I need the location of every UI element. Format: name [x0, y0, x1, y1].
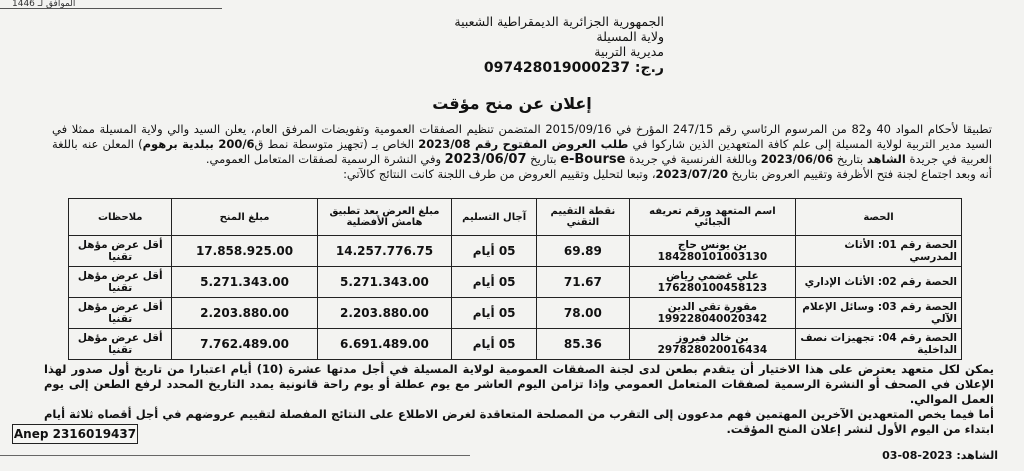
- anep-reference-box: Anep 2316019437: [12, 424, 138, 444]
- reference-number: [374, 61, 664, 76]
- cell-amount-pref: 14.257.776.75: [317, 236, 452, 267]
- cell-lot: الحصة رقم 03: وسائل الإعلام الآلي: [795, 298, 961, 329]
- header-directorate: مديرية التربية: [594, 44, 664, 59]
- intro-text-7: وفي النشرة الرسمية لصفقات المتعامل العمومي.: [205, 152, 441, 166]
- notice-title: إعلان عن منح مؤقت: [432, 94, 592, 113]
- header-republic: الجمهورية الجزائرية الديمقراطية الشعبية: [454, 14, 664, 29]
- divider: [0, 455, 470, 456]
- cell-delay: 05 أيام: [452, 298, 537, 329]
- table-row: [69, 298, 962, 329]
- intro-text-8: أنه وبعد اجتماع لجنة فتح الأظرفة وتقييم العروض بتاريخ: [731, 167, 992, 181]
- bidder-name: بن يونس حاج: [677, 239, 747, 251]
- intro-text-9: ، وتبعا لتحليل وتقييم العروض من طرف اللجنة كانت النتائج كالآتي:: [343, 167, 656, 181]
- intro-tender-number: طلب العروض المفتوح رقم 2023/08: [418, 137, 629, 151]
- closing-paragraphs: [44, 362, 994, 437]
- bidder-name: مقورة تقي الدين: [667, 301, 758, 313]
- intro-date-ar: 2023/06/06: [760, 152, 834, 166]
- cell-score: 78.00: [536, 298, 629, 329]
- bidder-nif: 176280100458123: [657, 282, 768, 294]
- intro-text-5: وباللغة الفرنسية في جريدة: [629, 152, 758, 166]
- top-strip: الموافق لـ 1446: [0, 0, 222, 9]
- intro-meeting-date: 2023/07/20: [655, 167, 728, 181]
- col-bidder: اسم المتعهد ورقم تعريفه الجبائي: [629, 199, 795, 236]
- col-amount-pref: مبلغ العرض بعد تطبيق هامش الأفضلية: [317, 199, 452, 236]
- ref-value: 097428019000237: [483, 60, 631, 76]
- cell-bidder: [629, 236, 795, 267]
- cell-score: 69.89: [536, 236, 629, 267]
- table-row: [69, 236, 962, 267]
- cell-award: 5.271.343.00: [172, 267, 317, 298]
- cell-note: أقل عرض مؤهل تقنيا: [69, 236, 172, 267]
- col-delay: آجال التسليم: [452, 199, 537, 236]
- bidder-name: بن خالد فيروز: [676, 332, 749, 344]
- intro-paragraph: [52, 122, 992, 182]
- bidder-nif: 184280101003130: [657, 251, 768, 263]
- cell-award: 7.762.489.00: [172, 329, 317, 360]
- cell-note: أقل عرض مؤهل تقنيا: [69, 267, 172, 298]
- cell-lot: الحصة رقم 02: الأثاث الإداري: [795, 267, 961, 298]
- cell-delay: 05 أيام: [452, 236, 537, 267]
- bidder-nif: 297828020016434: [657, 344, 768, 356]
- col-award: مبلغ المنح: [172, 199, 317, 236]
- cell-award: 17.858.925.00: [172, 236, 317, 267]
- cell-amount-pref: 6.691.489.00: [317, 329, 452, 360]
- bidder-name: علي غضمي رياض: [666, 270, 759, 282]
- cell-amount-pref: 2.203.880.00: [317, 298, 452, 329]
- results-table: [68, 198, 962, 360]
- intro-school: 200/6 ببلدية برهوم: [142, 137, 255, 151]
- intro-newspaper-fr: e-Bourse: [560, 152, 626, 167]
- other-bidders-paragraph: أما فيما يخص المتعهدين الآخرين المهتمين فهم مدعوون إلى التقرب من المصلحة المتعاقدة لغرض الاطلاع على النتائج المفصلة لتقييم عروضهم في أجل أقصاه ثلاثة أيام ابتداء من اليوم الأول لنشر إعلان المنح المؤقت.: [44, 407, 994, 436]
- cell-score: 85.36: [536, 329, 629, 360]
- col-lot: الحصة: [795, 199, 961, 236]
- intro-newspaper-ar: الشاهد: [866, 152, 906, 166]
- appeal-paragraph: يمكن لكل متعهد يعترض على هذا الاختيار أن يتقدم بطعن لدى لجنة الصفقات العمومية لولاية المسيلة في أجل مدتها عشرة (10) أيام اعتبارا من تاريخ أول صدور لهذا الإعلان في الصحف أو النشرة الرسمية لصفقات المتعامل العمومي وإذا تزامن اليوم العاشر مع يوم عطلة أو يوم راحة قانونية يمدد التاريخ المحدد لرفع الطعن إلى يوم العمل الموالي.: [44, 362, 995, 406]
- table-header-row: [69, 199, 962, 236]
- bidder-nif: 199228040020342: [657, 313, 768, 325]
- col-score: نقطة التقييم التقني: [536, 199, 629, 236]
- cell-note: أقل عرض مؤهل تقنيا: [69, 298, 172, 329]
- ref-label: ر.ج:: [634, 60, 664, 76]
- publication-date: الشاهد: 2023-08-03: [882, 449, 998, 462]
- cell-lot: الحصة رقم 04: تجهيزات نصف الداخلية: [795, 329, 961, 360]
- table-row: [69, 267, 962, 298]
- cell-bidder: [629, 329, 795, 360]
- intro-date-fr: 2023/06/07: [444, 152, 527, 167]
- cell-award: 2.203.880.00: [172, 298, 317, 329]
- col-notes: ملاحظات: [69, 199, 172, 236]
- intro-text-1: تطبيقا لأحكام المواد 40 و82 من المرسوم الرئاسي رقم 247/15 المؤرخ في 2015/09/16 المتضمن تنظيم الصفقات العمومية وتفويضات المرفق العام، يعلن السيد والي ولاية المسيلة ممثلا في السيد مدير التربية لولاية المسيلة إلى علم كافة المتعهدين الذين شاركوا في: [52, 122, 993, 151]
- intro-text-2: الخاص بـ (تجهيز متوسطة نمط ق: [254, 137, 415, 151]
- cell-delay: 05 أيام: [452, 267, 537, 298]
- cell-delay: 05 أيام: [452, 329, 537, 360]
- cell-score: 71.67: [536, 267, 629, 298]
- intro-text-6: بتاريخ: [530, 152, 557, 166]
- cell-amount-pref: 5.271.343.00: [317, 267, 452, 298]
- intro-text-3: ) المعلن عنه باللغة العربية في جريدة: [52, 137, 992, 166]
- cell-bidder: [629, 298, 795, 329]
- cell-lot: الحصة رقم 01: الأثاث المدرسي: [795, 236, 961, 267]
- header-wilaya: ولاية المسيلة: [596, 29, 664, 44]
- table-row: [69, 329, 962, 360]
- cell-note: أقل عرض مؤهل تقنيا: [69, 329, 172, 360]
- cell-bidder: [629, 267, 795, 298]
- intro-text-4: بتاريخ: [836, 152, 864, 166]
- letterhead: [374, 14, 664, 76]
